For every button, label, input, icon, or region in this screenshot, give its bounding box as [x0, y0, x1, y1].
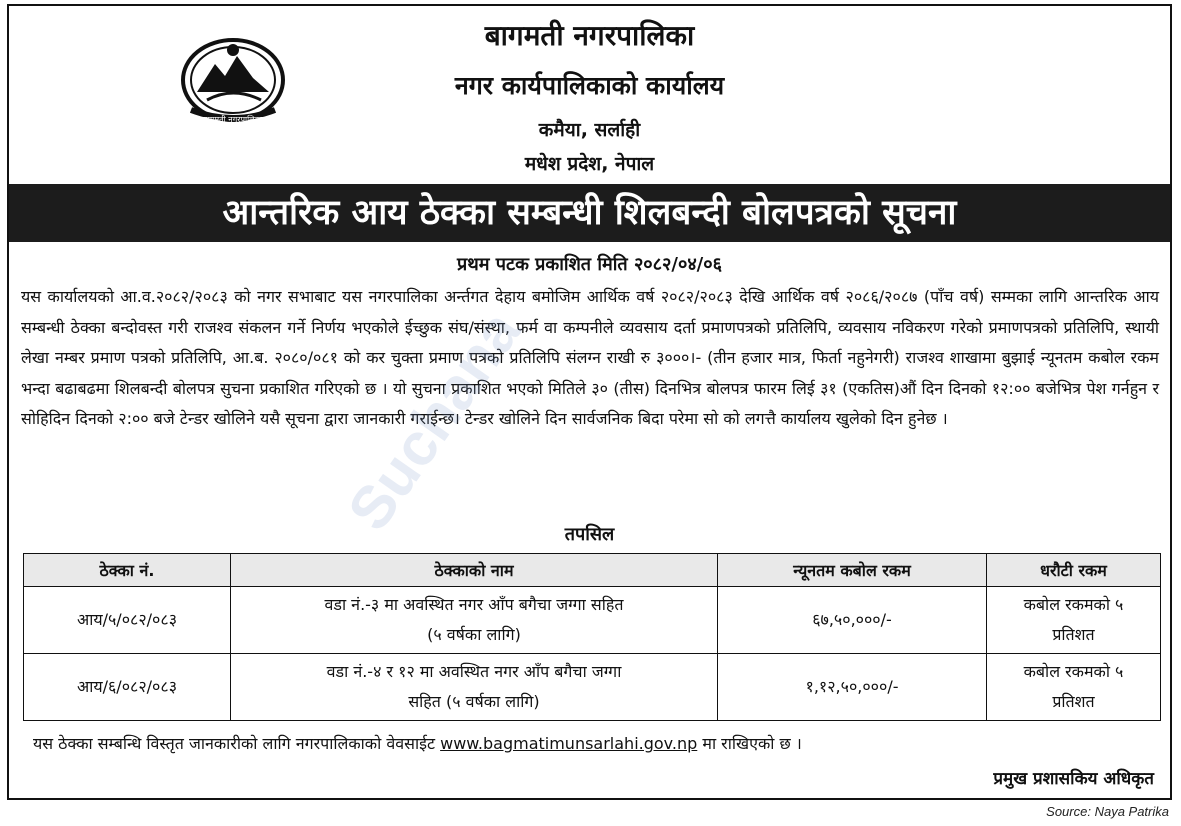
- signatory-title: प्रमुख प्रशासकिय अधिकृत: [993, 769, 1154, 789]
- contract-name: [231, 587, 718, 654]
- publication-date: प्रथम पटक प्रकाशित मिति २०८२/०४/०६: [457, 254, 722, 275]
- notice-body: यस कार्यालयको आ.व.२०८२/२०८३ को नगर सभाबाट यस नगरपालिका अर्न्तगत देहाय बमोजिम आर्थिक वर्ष २०८२/२०८३ देखि आर्थिक वर्ष २०८६/२०८७ (पाँच वर्ष) सम्मका लागि आन्तरिक आय सम्बन्धी ठेक्का बन्दोवस्त गरी राजश्व संकलन गर्ने निर्णय भएकोले ईच्छुक संघ/संस्था, फर्म वा कम्पनीले व्यवसाय दर्ता प्रमाणपत्रको प्रतिलिपि, व्यवसाय नविकरण गरेको प्रमाणपत्रको प्रतिलिपि, स्थायी लेखा नम्बर प्रमाण पत्रको प्रतिलिपि, आ.ब. २०८०/०८१ को कर चुक्ता प्रमाण पत्रको प्रतिलिपि संलग्न राखी रु ३०००।- (तीन हजार मात्र, फिर्ता नहुनेगरी) राजश्व शाखामा बुझाई न्यूनतम कबोल रकम भन्दा बढाबढमा शिलबन्दी बोलपत्र सुचना प्रकाशित गरिएको छ । यो सुचना प्रकाशित भएको मितिले ३० (तीस) दिनभित्र बोलपत्र फारम लिई ३१ (एकतिस)औं दिन दिनको १२:०० बजेभित्र पेश गर्नहुन र सोहिदिन दिनको २:०० बजे टेन्डर खोलिने यसै सूचना द्वारा जानकारी गराईन्छ। टेन्डर खोलिने दिन सार्वजनिक बिदा परेमा सो को लगत्तै कार्यालय खुलेको दिन हुनेछ ।: [21, 287, 1159, 429]
- watermark: Suchana: [334, 298, 534, 543]
- table-row: [24, 654, 1161, 721]
- emblem-caption: बागमती नगरपालिका: [203, 115, 263, 124]
- source-credit: Source: Naya Patrika: [1046, 804, 1169, 819]
- deposit-line1: कबोल रकमको ५: [1023, 662, 1124, 681]
- notice-title-banner: आन्तरिक आय ठेक्का सम्बन्धी शिलबन्दी बोलपत्रको सूचना: [9, 184, 1170, 242]
- header-deposit: धरौटी रकम: [987, 554, 1161, 587]
- deposit-line2: प्रतिशत: [1052, 692, 1095, 711]
- minimum-bid-amount: ६७,५०,०००/-: [718, 587, 987, 654]
- footer-info: [33, 732, 802, 754]
- office-name: नगर कार्यपालिकाको कार्यालय: [454, 71, 725, 100]
- header-contract-number: ठेक्का नं.: [24, 554, 231, 587]
- table-header-row: [24, 554, 1161, 587]
- minimum-bid-amount: १,१२,५०,०००/-: [718, 654, 987, 721]
- contract-number: आय/६/०८२/०८३: [24, 654, 231, 721]
- contract-name-line1: वडा नं.-४ र १२ मा अवस्थित नगर आँप बगैचा जग्गा: [326, 662, 622, 681]
- contract-table: [23, 553, 1161, 721]
- deposit-line2: प्रतिशत: [1052, 625, 1095, 644]
- table-row: [24, 587, 1161, 654]
- province-country: मधेश प्रदेश, नेपाल: [524, 153, 655, 175]
- municipality-name: बागमती नगरपालिका: [484, 19, 695, 52]
- contract-name-line2: सहित (५ वर्षका लागि): [408, 692, 540, 711]
- deposit-amount: [987, 654, 1161, 721]
- contract-name: [231, 654, 718, 721]
- website-link[interactable]: www.bagmatimunsarlahi.gov.np: [440, 734, 698, 753]
- deposit-amount: [987, 587, 1161, 654]
- contract-name-line2: (५ वर्षका लागि): [427, 625, 521, 644]
- office-location: कमैया, सर्लाही: [538, 119, 641, 141]
- notice-frame: [7, 4, 1172, 800]
- header-minimum-bid: न्यूनतम कबोल रकम: [718, 554, 987, 587]
- footer-suffix: मा राखिएको छ ।: [702, 734, 802, 753]
- contract-name-line1: वडा नं.-३ मा अवस्थित नगर आँप बगैचा जग्गा सहित: [324, 595, 624, 614]
- header-contract-name: ठेक्काको नाम: [231, 554, 718, 587]
- contract-number: आय/५/०८२/०८३: [24, 587, 231, 654]
- details-heading: तपसिल: [564, 524, 615, 545]
- deposit-line1: कबोल रकमको ५: [1023, 595, 1124, 614]
- footer-prefix: यस ठेक्का सम्बन्धि विस्तृत जानकारीको लागि नगरपालिकाको वेवसाईट: [33, 734, 436, 753]
